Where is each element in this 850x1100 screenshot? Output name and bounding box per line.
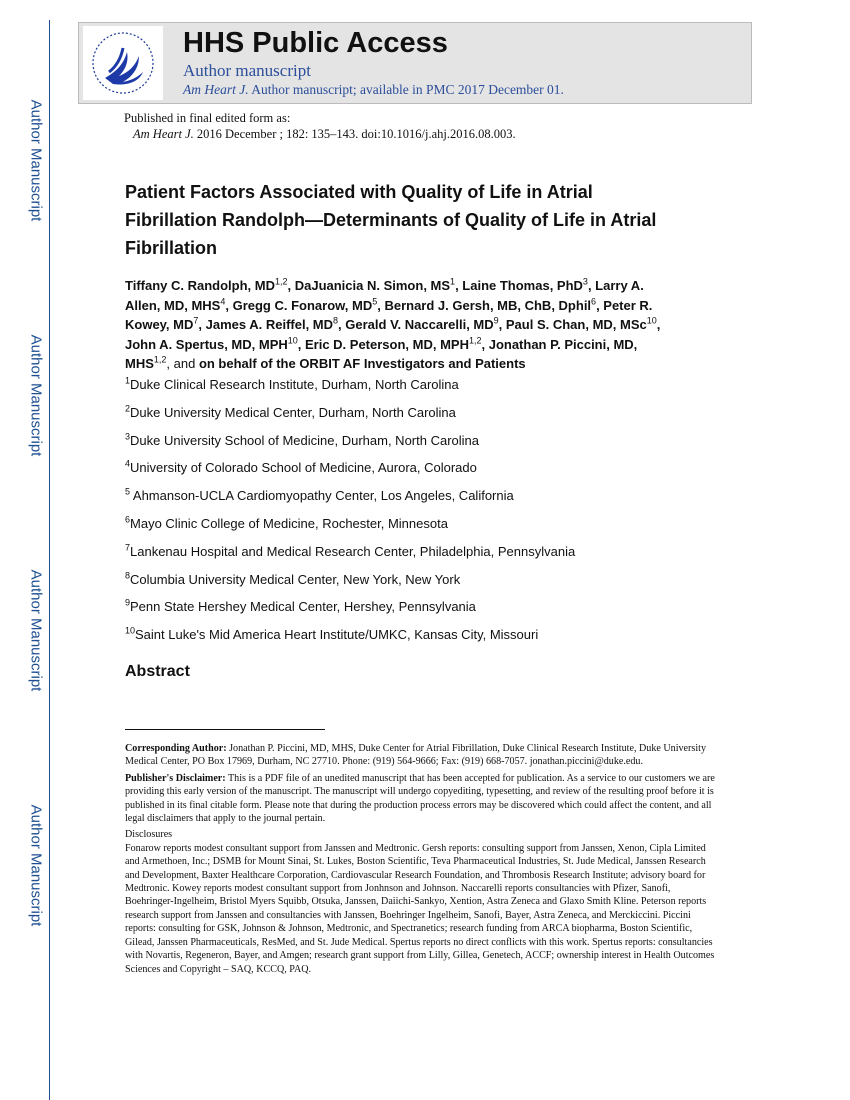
affiliation-number: 9	[125, 598, 131, 609]
affiliation-text: Duke Clinical Research Institute, Durham, North Carolina	[130, 377, 459, 392]
author-line	[125, 354, 660, 374]
author-text: Kowey, MD	[125, 317, 194, 332]
affiliation-marker: 10	[646, 315, 657, 326]
affiliation-marker: 4	[220, 296, 226, 307]
side-label: Author Manuscript	[27, 569, 45, 691]
author-text: , James A. Reiffel, MD	[198, 317, 334, 332]
footnotes	[125, 742, 721, 976]
affiliation-number: 6	[125, 514, 131, 525]
affiliation-marker: 1,2	[274, 276, 288, 287]
affiliation	[125, 516, 575, 544]
author-text: , Jonathan P. Piccini, MD,	[481, 336, 638, 352]
affiliation	[125, 599, 575, 627]
side-label: Author Manuscript	[27, 99, 45, 221]
affiliation-list	[125, 377, 575, 655]
author-text: , Laine Thomas, PhD	[455, 278, 583, 293]
author-text: , Bernard J. Gersh, MB, ChB, Dphil	[377, 297, 592, 313]
affiliation	[125, 377, 575, 405]
affiliation-marker: 6	[591, 296, 597, 307]
corresponding-author: Corresponding Author: Jonathan P. Piccini, MD, MHS, Duke Center for Atrial Fibrillation, Duke Clinical Research Institute, Duke University Medical Center, PO Box 17969, Durham, NC 27710. Phone: (919) 564-9666; Fax: (919) 668-7057. jonathan.piccini@duke.edu.	[125, 743, 706, 768]
author-line	[125, 296, 660, 316]
author-text: , Peter R.	[596, 297, 653, 313]
affiliation-text: University of Colorado School of Medicine, Aurora, Colorado	[130, 460, 477, 476]
author-line	[125, 276, 660, 296]
affiliation-number: 8	[125, 570, 131, 581]
author-text: ,	[656, 317, 661, 332]
side-label: Author Manuscript	[27, 334, 45, 456]
header-title: HHS Public Access	[183, 27, 448, 59]
affiliation	[125, 460, 575, 488]
affiliation-marker: 3	[582, 276, 588, 287]
affiliation-text: Saint Luke's Mid America Heart Institute/UMKC, Kansas City, Missouri	[135, 627, 539, 643]
affiliation	[125, 405, 575, 433]
affiliation-text: Duke University Medical Center, Durham, North Carolina	[130, 404, 456, 420]
affiliation-number: 1	[125, 375, 131, 386]
affiliation-marker: 10	[287, 335, 298, 346]
affiliation-marker: 5	[372, 296, 378, 307]
footnote-rule	[125, 729, 325, 730]
header-journal-line: Am Heart J. Author manuscript; available in PMC 2017 December 01.	[183, 82, 564, 97]
affiliation-marker: 8	[333, 315, 339, 326]
author-text: Tiffany C. Randolph, MD	[125, 278, 275, 293]
abstract-heading: Abstract	[125, 663, 190, 680]
header-subtitle: Author manuscript	[183, 61, 311, 80]
author-text: , and	[166, 356, 199, 371]
affiliation-number: 5	[125, 486, 131, 497]
hhs-header	[78, 22, 752, 104]
author-line	[125, 315, 660, 335]
hhs-logo-icon	[83, 26, 163, 100]
affiliation-text: Duke University School of Medicine, Durham, North Carolina	[130, 432, 479, 448]
affiliation	[125, 572, 575, 600]
affiliation-number: 2	[125, 403, 131, 414]
author-text: MHS	[125, 356, 154, 371]
affiliation-text: Mayo Clinic College of Medicine, Rochester, Minnesota	[130, 515, 448, 531]
author-text: on behalf of the ORBIT AF Investigators and Patients	[198, 356, 526, 371]
disclosures-text: Fonarow reports modest consultant support from Janssen and Medtronic. Gersh reports: consulting support from Janssen, Xenon, Cipla Limited and Armethoen, Inc.; DSMB for Mount Sinai, St. Lukes, Boston Scientific, Teva Pharmaceutical Industries, St. Jude Medical, Janssen Research and Development, Baxter Healthcare Corporation, Cardiovascular Research Foundation, and Thrombosis Research Institute; advisory board for Medtronic. Kowey reports modest consultant support from Jonhnson and Johnson. Naccarelli reports consultancies with Pfizer, Sanofi, Boehringer-Ingelheim, Bristol Myers Squibb, Otsuka, Janssen, Daiichi-Sankyo, Xention, Astra Zeneca and Glaxo Smith Kline. Peterson reports research support from Janssen and consultancies with Janssen, Boehringer Ingelheim, Sanofi, Bayer, Astra Zeneca, and Merckiccini. Piccini reports: consulting for GSK, Johnson & Johnson, Medtronic, and Spectranetics; research funding from ARCA biopharma, Boston Scientific, Gilead, Janssen Pharmaceuticals, ResMed, and St. Jude Medical. Spertus reports no direct conflicts with this work. Spertus reports: consultancies with Novartis, Regeneron, Bayer, and Amgen; research grant support from Lilly, Gillea, Genetech, ACCF; ownership interest in Health Outcomes Sciences and Copyright – SAQ, KCCQ, PAQ.	[125, 842, 715, 975]
author-text: Allen, MD, MHS	[125, 297, 221, 313]
author-text: , DaJuanicia N. Simon, MS	[287, 278, 451, 293]
affiliation-text: Ahmanson-UCLA Cardiomyopathy Center, Los Angeles, California	[130, 488, 514, 504]
affiliation-marker: 1,2	[153, 354, 167, 365]
affiliation	[125, 627, 575, 655]
affiliation-marker: 9	[493, 315, 499, 326]
affiliation-number: 7	[125, 542, 131, 553]
author-list	[125, 276, 660, 374]
author-line	[125, 335, 660, 355]
author-text: , Eric D. Peterson, MD, MPH	[297, 336, 469, 352]
disclosures-heading: Disclosures	[125, 829, 173, 841]
affiliation-number: 3	[125, 431, 131, 442]
author-text: , Paul S. Chan, MD, MSc	[498, 317, 647, 332]
published-label: Published in final edited form as:	[124, 111, 291, 125]
citation: Am Heart J. 2016 December ; 182: 135–143. doi:10.1016/j.ahj.2016.08.003.	[133, 127, 516, 141]
affiliation	[125, 488, 575, 516]
article-title: Patient Factors Associated with Quality of Life in Atrial Fibrillation Randolph—Determinants of Quality of Life in Atrial Fibrillation	[125, 182, 657, 258]
affiliation-text: Penn State Hershey Medical Center, Hershey, Pennsylvania	[130, 599, 476, 615]
author-text: , Gerald V. Naccarelli, MD	[338, 317, 494, 332]
affiliation-number: 4	[125, 459, 131, 470]
affiliation-text: Lankenau Hospital and Medical Research Center, Philadelphia, Pennsylvania	[130, 543, 576, 559]
affiliation-number: 10	[125, 625, 136, 636]
publisher-disclaimer: Publisher's Disclaimer: This is a PDF file of an unedited manuscript that has been accepted for publication. As a service to our customers we are providing this early version of the manuscript. The manuscript will undergo copyediting, typesetting, and review of the resulting proof before it is published in its final citable form. Please note that during the production process errors may be discovered which could affect the content, and all legal disclaimers that apply to the journal pertain.	[125, 772, 715, 825]
side-label: Author Manuscript	[27, 804, 45, 926]
affiliation-text: Columbia University Medical Center, New York, New York	[130, 571, 461, 587]
affiliation-marker: 1,2	[468, 335, 482, 346]
affiliation-marker: 7	[193, 315, 199, 326]
affiliation	[125, 544, 575, 572]
affiliation-marker: 1	[450, 276, 456, 287]
author-text: John A. Spertus, MD, MPH	[125, 336, 288, 352]
author-text: , Gregg C. Fonarow, MD	[225, 297, 373, 313]
author-text: , Larry A.	[587, 278, 644, 293]
affiliation	[125, 433, 575, 461]
